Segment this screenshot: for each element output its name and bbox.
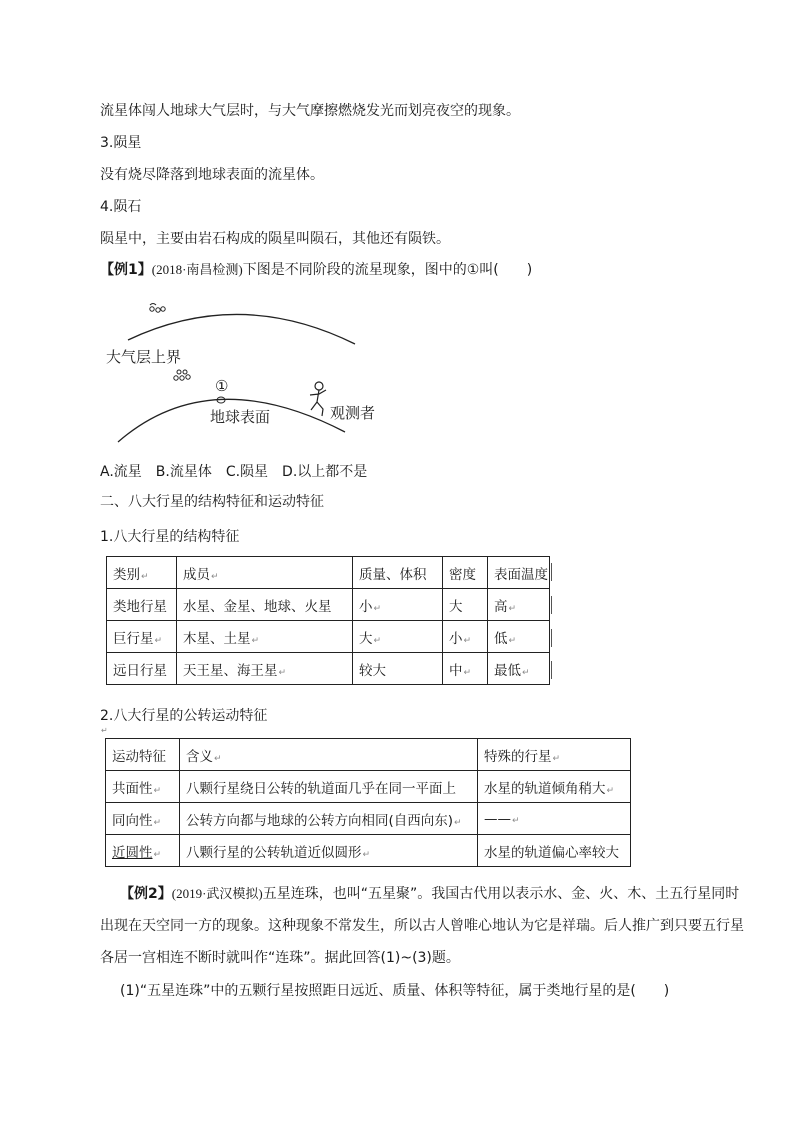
revolution-table (105, 738, 631, 867)
structure-subheading: 1.八大行星的结构特征 (100, 529, 240, 545)
table-cell: 巨行星 (113, 630, 154, 647)
stony-meteorite-definition: 陨星中，主要由岩石构成的陨星叫陨石，其他还有陨铁。 (100, 231, 450, 247)
table-cell: —— (484, 810, 511, 827)
table-cell: 近圆性 (112, 844, 153, 861)
observer-icon (310, 382, 326, 416)
table-cell: 八颗行星绕日公转的轨道面几乎在同一平面上 (186, 780, 456, 797)
example2-line2: 出现在天空同一方的现象。这种现象不常发生，所以古人曾唯心地认为它是祥瑞。后人推广到只要五行星 (100, 918, 744, 934)
table-row: 远日行星 天王星、海王星↵ 较大 中↵ 最低↵ (107, 653, 550, 685)
example2-text: 五星连珠，也叫“五星聚”。我国古代用以表示水、金、火、木、土五行星同时 (262, 886, 740, 902)
table-cell: 共面性 (112, 780, 153, 797)
structure-table (106, 556, 550, 685)
example1-options: A.流星 B.流星体 C.陨星 D.以上都不是 (100, 464, 368, 480)
table-cell: 类地行星 (113, 598, 167, 615)
meteoroid-icon (150, 304, 165, 313)
table-row: 类地行星 水星、金星、地球、火星 小↵ 大 高↵ (107, 589, 550, 621)
table-row: 近圆性↵ 八颗行星的公转轨道近似圆形↵ 水星的轨道偏心率较大 (106, 835, 631, 867)
column-header: 含义 (186, 748, 213, 765)
table-edge-mark (551, 629, 552, 647)
column-header: 运动特征 (112, 748, 166, 765)
example2-tag: 【例2】 (120, 886, 172, 902)
table-edge-mark (551, 596, 552, 614)
table-row: 同向性↵ 公转方向都与地球的公转方向相同(自西向东)↵ ——↵ (106, 803, 631, 835)
marker-1: ① (215, 377, 229, 395)
table-cell: 天王星、海王星 (183, 662, 278, 679)
upper-atmosphere-label: 大气层上界 (106, 348, 182, 366)
table-row: 巨行星↵ 木星、土星↵ 大↵ 小↵ 低↵ (107, 621, 550, 653)
meteor-diagram (100, 292, 376, 452)
table-cell: 木星、土星 (183, 630, 251, 647)
example1-tag: 【例1】 (100, 262, 152, 278)
example1-source: (2018·南昌检测) (151, 262, 243, 277)
column-header: 密度 (449, 566, 476, 583)
meteorite-definition: 没有烧尽降落到地球表面的流星体。 (100, 167, 324, 183)
example1-question-text: 下图是不同阶段的流星现象，图中的①叫( ) (242, 262, 533, 278)
example2-line1 (120, 884, 739, 904)
table-cell: 最低 (494, 662, 521, 679)
example2-line3: 各居一宫相连不断时就叫作“连珠”。据此回答(1)~(3)题。 (100, 950, 460, 966)
table-cell: 低 (494, 630, 508, 647)
table-cell: 小 (449, 630, 463, 647)
table-cell: 小 (359, 598, 373, 615)
table-row: 共面性↵ 八颗行星绕日公转的轨道面几乎在同一平面上 水星的轨道倾角稍大↵ (106, 771, 631, 803)
table-edge-mark (551, 661, 552, 679)
table-cell: 水星的轨道偏心率较大 (484, 844, 619, 861)
table-cell: 远日行星 (113, 662, 167, 679)
column-header: 表面温度 (494, 566, 548, 583)
heading-stony-meteorite: 4.陨石 (100, 199, 142, 215)
column-header: 成员 (183, 566, 210, 583)
table-cell: 大 (449, 598, 463, 615)
table-cell: 水星的轨道倾角稍大 (484, 780, 606, 797)
table-header-row: 类别↵ 成员↵ 质量、体积 密度 表面温度 (107, 557, 550, 589)
paragraph-mark: ↵ (101, 726, 108, 735)
atmosphere-upper-boundary (128, 314, 355, 344)
table-cell: 中 (449, 662, 463, 679)
example1-question (100, 260, 532, 280)
example2-question1: (1)“五星连珠”中的五颗行星按照距日远近、质量、体积等特征，属于类地行星的是( ) (120, 983, 670, 999)
table-cell: 公转方向都与地球的公转方向相同(自西向东) (186, 812, 454, 829)
heading-meteorite: 3.陨星 (100, 135, 142, 151)
example2-source: (2019·武汉模拟) (171, 886, 263, 901)
column-header: 特殊的行星 (484, 748, 552, 765)
section2-title: 二、八大行星的结构特征和运动特征 (100, 494, 324, 510)
table-cell: 同向性 (112, 812, 153, 829)
column-header: 质量、体积 (359, 566, 427, 583)
table-cell: 大 (359, 630, 373, 647)
table-cell: 高 (494, 598, 508, 615)
table-header-row: 运动特征 含义↵ 特殊的行星↵ (106, 739, 631, 771)
table-edge-mark (551, 563, 552, 581)
meteor-icon (174, 370, 190, 380)
meteor-definition: 流星体闯人地球大气层时，与大气摩擦燃烧发光而划亮夜空的现象。 (100, 103, 520, 119)
table-cell: 八颗行星的公转轨道近似圆形 (186, 844, 362, 861)
earth-surface-label: 地球表面 (210, 408, 271, 426)
revolution-subheading: 2.八大行星的公转运动特征 (100, 708, 268, 724)
column-header: 类别 (113, 566, 140, 583)
table-cell: 水星、金星、地球、火星 (183, 598, 332, 615)
table-cell: 较大 (359, 662, 386, 679)
observer-label: 观测者 (330, 404, 376, 422)
